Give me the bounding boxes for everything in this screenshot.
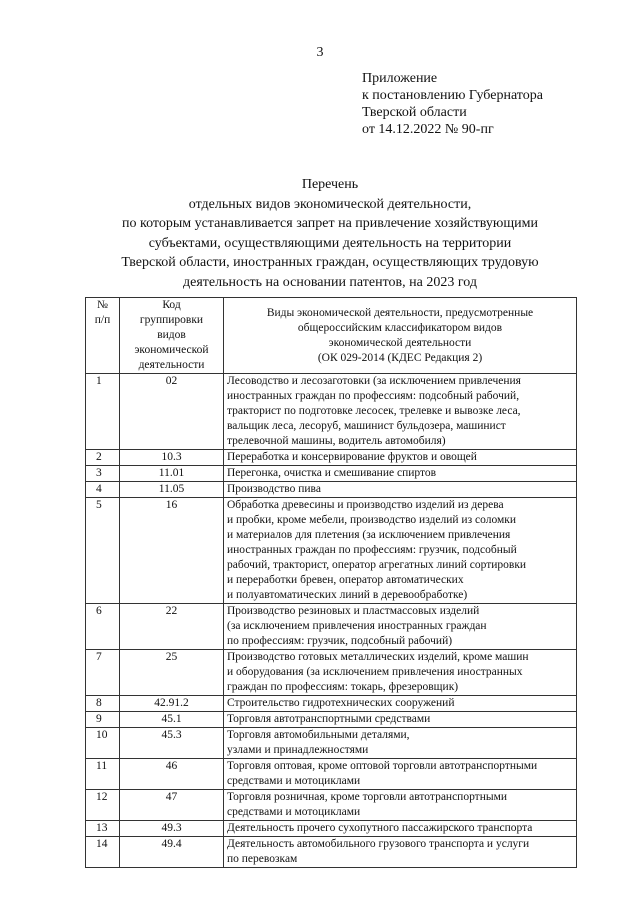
heading-line: по которым устанавливается запрет на привлечение хозяйствующими <box>121 216 538 231</box>
row-number: 14 <box>86 837 120 868</box>
table-row <box>86 759 577 790</box>
table-row <box>86 450 577 466</box>
header-text: п/п <box>94 314 111 326</box>
header-text: видов <box>157 329 186 341</box>
heading-line: деятельность на основании патентов, на 2023 год <box>183 274 477 290</box>
appendix-date-line: от 14.12.2022 № 90-пг <box>362 122 494 137</box>
row-code: 02 <box>120 374 224 450</box>
row-activity <box>224 837 577 868</box>
activity-line: и полуавтоматических линий в деревообработке) <box>227 589 468 601</box>
row-number: 2 <box>86 450 120 466</box>
activity-line: по перевозкам <box>227 853 298 865</box>
row-activity <box>224 728 577 759</box>
activity-line: узлами и принадлежностями <box>227 744 369 756</box>
header-activity <box>224 298 577 374</box>
row-code: 11.01 <box>120 466 224 482</box>
row-activity <box>224 821 577 837</box>
row-number: 4 <box>86 482 120 498</box>
activity-line: рабочий, тракторист, оператор агрегатных линий сортировки <box>227 559 527 571</box>
row-activity <box>224 759 577 790</box>
activity-line: Деятельность автомобильного грузового транспорта и услуги <box>227 838 530 850</box>
row-activity <box>224 450 577 466</box>
table-row <box>86 837 577 868</box>
activity-line: Торговля оптовая, кроме оптовой торговли автотранспортными <box>227 760 538 772</box>
row-code: 47 <box>120 790 224 821</box>
activity-line: средствами и мотоциклами <box>227 775 361 787</box>
row-activity <box>224 466 577 482</box>
row-activity <box>224 790 577 821</box>
header-code <box>120 298 224 374</box>
row-activity <box>224 650 577 696</box>
row-code: 10.3 <box>120 450 224 466</box>
heading-line: отдельных видов экономической деятельности, <box>188 196 472 212</box>
activity-line: Лесоводство и лесозаготовки (за исключением привлечения <box>227 375 521 387</box>
header-text: Код <box>162 299 181 311</box>
header-text: деятельности <box>138 359 205 371</box>
table-row <box>86 374 577 450</box>
row-code: 49.4 <box>120 837 224 868</box>
activity-line: Производство пива <box>227 483 321 495</box>
activity-line: граждан по профессиям: токарь, фрезеровщик) <box>227 681 459 693</box>
activity-line: трелевочной машины, водитель автомобиля) <box>227 435 446 447</box>
header-text: группировки <box>139 314 204 326</box>
header-number <box>86 298 120 374</box>
activity-line: Производство готовых металлических изделий, кроме машин <box>227 651 529 663</box>
header-text: (ОК 029-2014 (КДЕС Редакция 2) <box>317 351 483 364</box>
activity-line: тракторист по подготовке лесосек, трелевке и вывозке леса, <box>227 405 521 417</box>
row-number: 1 <box>86 374 120 450</box>
table-row <box>86 498 577 604</box>
heading-line: Тверской области, иностранных граждан, осуществляющих трудовую <box>121 255 539 270</box>
table-row <box>86 728 577 759</box>
activity-line: и оборудования (за исключением привлечения иностранных <box>227 666 523 678</box>
activity-line: Деятельность прочего сухопутного пассажирского транспорта <box>227 822 533 834</box>
activity-line: средствами и мотоциклами <box>227 806 361 818</box>
activity-line: и переработки бревен, оператор автоматических <box>227 574 464 586</box>
table-row <box>86 466 577 482</box>
row-activity <box>224 712 577 728</box>
header-text: № <box>97 299 108 311</box>
page-number: 3 <box>316 45 324 60</box>
activity-line: Торговля розничная, кроме торговли автотранспортными <box>227 791 508 803</box>
row-activity <box>224 374 577 450</box>
row-code: 22 <box>120 604 224 650</box>
activity-line: (за исключением привлечения иностранных граждан <box>227 620 487 632</box>
activity-line: Торговля автотранспортными средствами <box>227 713 431 725</box>
heading-line: субъектами, осуществляющими деятельность на территории <box>148 235 512 251</box>
table-row <box>86 712 577 728</box>
appendix-line: Приложение <box>362 71 438 86</box>
row-number: 5 <box>86 498 120 604</box>
activity-line: Торговля автомобильными деталями, <box>227 729 410 741</box>
table-header-row <box>86 298 577 374</box>
table-row <box>86 650 577 696</box>
header-text: экономической деятельности <box>328 336 472 349</box>
row-activity <box>224 498 577 604</box>
row-activity <box>224 604 577 650</box>
header-text: экономической <box>134 344 209 356</box>
document-title: Перечень <box>301 177 359 192</box>
activity-line: иностранных граждан по профессиям: подсобный рабочий, <box>227 390 520 402</box>
table-row <box>86 604 577 650</box>
row-code: 45.3 <box>120 728 224 759</box>
table-row <box>86 790 577 821</box>
table-row <box>86 821 577 837</box>
activity-line: и пробки, кроме мебели, производство изделий из соломки <box>227 514 516 526</box>
row-number: 6 <box>86 604 120 650</box>
table-body <box>86 374 577 868</box>
row-number: 10 <box>86 728 120 759</box>
row-number: 11 <box>86 759 120 790</box>
document-heading <box>80 175 580 292</box>
row-activity <box>224 696 577 712</box>
activity-line: Производство резиновых и пластмассовых изделий <box>227 605 480 617</box>
appendix-block <box>362 70 543 138</box>
row-number: 7 <box>86 650 120 696</box>
appendix-line: к постановлению Губернатора <box>362 88 543 103</box>
header-text: Виды экономической деятельности, предусмотренные <box>266 306 534 319</box>
activity-line: Перегонка, очистка и смешивание спиртов <box>227 467 437 479</box>
appendix-line: Тверской области <box>362 105 467 120</box>
row-number: 13 <box>86 821 120 837</box>
row-code: 42.91.2 <box>120 696 224 712</box>
activities-table <box>85 297 577 868</box>
activity-line: Строительство гидротехнических сооружений <box>227 697 455 709</box>
activity-line: вальщик леса, лесоруб, машинист бульдозера, машинист <box>227 420 506 432</box>
row-code: 25 <box>120 650 224 696</box>
row-number: 8 <box>86 696 120 712</box>
activity-line: Переработка и консервирование фруктов и овощей <box>227 451 477 463</box>
row-number: 9 <box>86 712 120 728</box>
table-row <box>86 696 577 712</box>
table-row <box>86 482 577 498</box>
row-number: 3 <box>86 466 120 482</box>
activity-line: иностранных граждан по профессиям: грузчик, подсобный <box>227 544 517 556</box>
header-text: общероссийским классификатором видов <box>297 321 503 334</box>
row-code: 16 <box>120 498 224 604</box>
row-code: 11.05 <box>120 482 224 498</box>
row-code: 46 <box>120 759 224 790</box>
row-code: 45.1 <box>120 712 224 728</box>
activity-line: и материалов для плетения (за исключением привлечения <box>227 529 511 541</box>
row-number: 12 <box>86 790 120 821</box>
activity-line: по профессиям: грузчик, подсобный рабочий) <box>227 635 453 647</box>
row-code: 49.3 <box>120 821 224 837</box>
row-activity <box>224 482 577 498</box>
activity-line: Обработка древесины и производство изделий из дерева <box>227 499 504 511</box>
